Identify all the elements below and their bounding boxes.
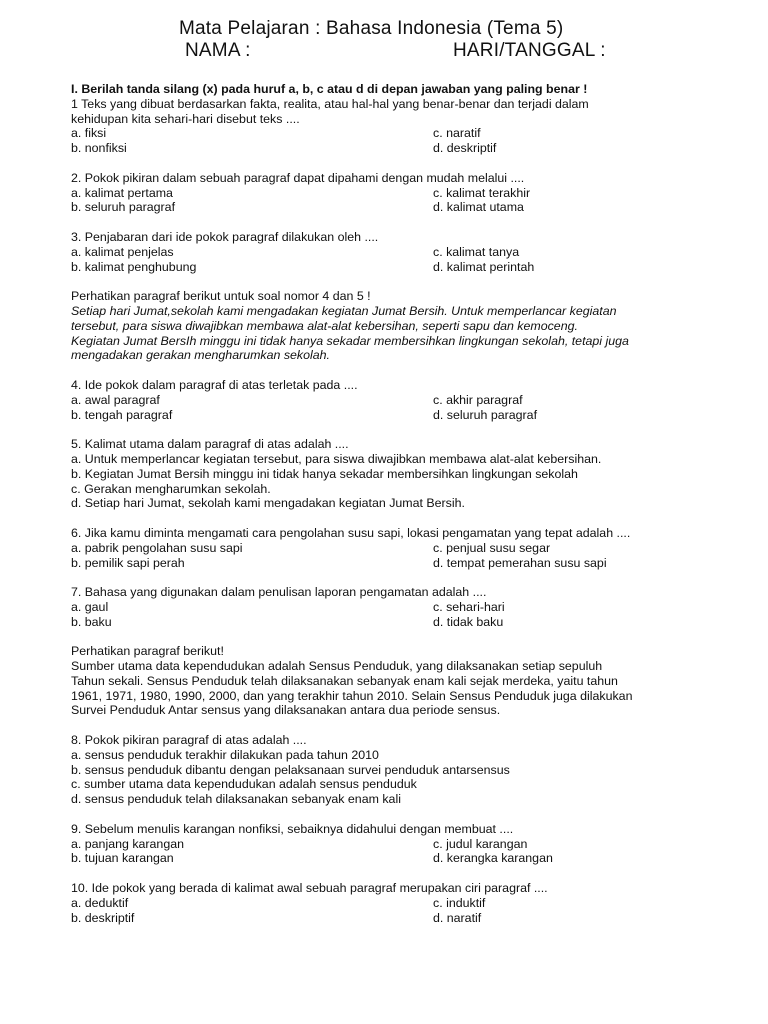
option-a: a. sensus penduduk terakhir dilakukan pada tahun 2010 [71,747,379,762]
option-b: b. deskriptif [71,910,135,925]
option-a: a. Untuk memperlancar kegiatan tersebut, para siswa diwajibkan membawa alat-alat kebersihan. [71,451,602,466]
question-1 [71,97,711,156]
passage-1 [71,289,711,363]
option-d: d. sensus penduduk telah dilaksanakan sebanyak enam kali [71,792,401,807]
question-text: kehidupan kita sehari-hari disebut teks .... [71,111,300,126]
question-text: 4. Ide pokok dalam paragraf di atas terletak pada .... [71,377,358,392]
option-d: d. kalimat perintah [433,259,535,274]
option-c: c. kalimat tanya [433,244,520,259]
option-b: b. kalimat penghubung [71,259,197,274]
question-list [71,82,711,925]
question-9 [71,822,711,866]
passage-intro: Perhatikan paragraf berikut untuk soal nomor 4 dan 5 ! [71,289,371,304]
option-b: b. pemilik sapi perah [71,555,185,570]
option-d: d. kalimat utama [433,200,524,215]
question-text: 6. Jika kamu diminta mengamati cara pengolahan susu sapi, lokasi pengamatan yang tepat adalah .... [71,525,631,540]
question-3 [71,230,711,274]
option-a: a. panjang karangan [71,836,184,851]
question-10 [71,881,711,925]
question-5 [71,437,711,511]
passage-line: mengadakan gerakan mengharumkan sekolah. [71,348,330,363]
option-c: c. naratif [433,126,481,141]
passage-intro: Perhatikan paragraf berikut! [71,644,224,659]
option-a: a. awal paragraf [71,392,160,407]
question-2 [71,171,711,215]
question-4 [71,378,711,422]
option-b: b. baku [71,614,112,629]
option-d: d. deskriptif [433,141,497,156]
option-c: c. sehari-hari [433,599,505,614]
passage-line: Sumber utama data kependudukan adalah Sensus Penduduk, yang dilaksanakan setiap sepuluh [71,659,603,674]
option-b: b. Kegiatan Jumat Bersih minggu ini tidak hanya sekadar membersihkan lingkungan sekolah [71,466,578,481]
option-b: b. tengah paragraf [71,407,173,422]
question-text: 7. Bahasa yang digunakan dalam penulisan laporan pengamatan adalah .... [71,585,487,600]
option-a: a. kalimat pertama [71,185,173,200]
passage-line: Tahun sekali. Sensus Penduduk telah dilaksanakan sebanyak enam kali sejak merdeka, yaitu tahun [71,673,618,688]
option-b: b. sensus penduduk dibantu dengan pelaksanaan survei penduduk antarsensus [71,762,510,777]
option-b: b. tujuan karangan [71,851,174,866]
option-c: c. judul karangan [433,836,528,851]
option-c: c. akhir paragraf [433,392,523,407]
passage-line: Setiap hari Jumat,sekolah kami mengadakan kegiatan Jumat Bersih. Untuk memperlancar kegiatan [71,303,617,318]
option-a: a. pabrik pengolahan susu sapi [71,540,243,555]
question-8 [71,733,711,807]
passage-line: 1961, 1971, 1980, 1990, 2000, dan yang terakhir tahun 2010. Selain Sensus Penduduk juga dilakukan [71,688,633,703]
date-label: HARI/TANGGAL : [453,40,606,61]
option-c: c. induktif [433,895,486,910]
passage-2 [71,644,711,718]
option-a: a. fiksi [71,126,107,141]
question-text: 3. Penjabaran dari ide pokok paragraf dilakukan oleh .... [71,229,379,244]
question-text: 9. Sebelum menulis karangan nonfiksi, sebaiknya didahului dengan membuat .... [71,821,514,836]
question-text: 5. Kalimat utama dalam paragraf di atas adalah .... [71,437,349,452]
option-c: c. kalimat terakhir [433,185,531,200]
option-b: b. nonfiksi [71,141,127,156]
option-d: d. tidak baku [433,614,504,629]
option-d: d. naratif [433,910,482,925]
option-c: c. penjual susu segar [433,540,551,555]
passage-line: Kegiatan Jumat BersIh minggu ini tidak hanya sekadar membersihkan lingkungan sekolah, tetapi juga [71,333,629,348]
passage-line: tersebut, para siswa diwajibkan membawa alat-alat kebersihan, seperti sapu dan kemoceng. [71,318,578,333]
option-d: d. tempat pemerahan susu sapi [433,555,607,570]
option-d: d. Setiap hari Jumat, sekolah kami mengadakan kegiatan Jumat Bersih. [71,496,465,511]
option-c: c. Gerakan mengharumkan sekolah. [71,481,271,496]
question-text: 10. Ide pokok yang berada di kalimat awal sebuah paragraf merupakan ciri paragraf .... [71,881,548,896]
question-7 [71,585,711,629]
option-a: a. deduktif [71,895,129,910]
subject-title: Mata Pelajaran : Bahasa Indonesia (Tema 5) [179,18,564,39]
option-a: a. gaul [71,599,109,614]
question-text: 8. Pokok pikiran paragraf di atas adalah .... [71,733,307,748]
option-b: b. seluruh paragraf [71,200,176,215]
question-text: 1 Teks yang dibuat berdasarkan fakta, realita, atau hal-hal yang benar-benar dan terjadi dalam [71,96,589,111]
question-6 [71,526,711,570]
passage-line: Survei Penduduk Antar sensus yang dilaksanakan antara dua periode sensus. [71,703,501,718]
name-label: NAMA : [185,40,251,61]
option-d: d. kerangka karangan [433,851,553,866]
option-c: c. sumber utama data kependudukan adalah sensus penduduk [71,777,417,792]
question-text: 2. Pokok pikiran dalam sebuah paragraf dapat dipahami dengan mudah melalui .... [71,170,525,185]
option-a: a. kalimat penjelas [71,244,174,259]
instruction-text: I. Berilah tanda silang (x) pada huruf a, b, c atau d di depan jawaban yang paling benar ! [71,82,588,96]
option-d: d. seluruh paragraf [433,407,538,422]
